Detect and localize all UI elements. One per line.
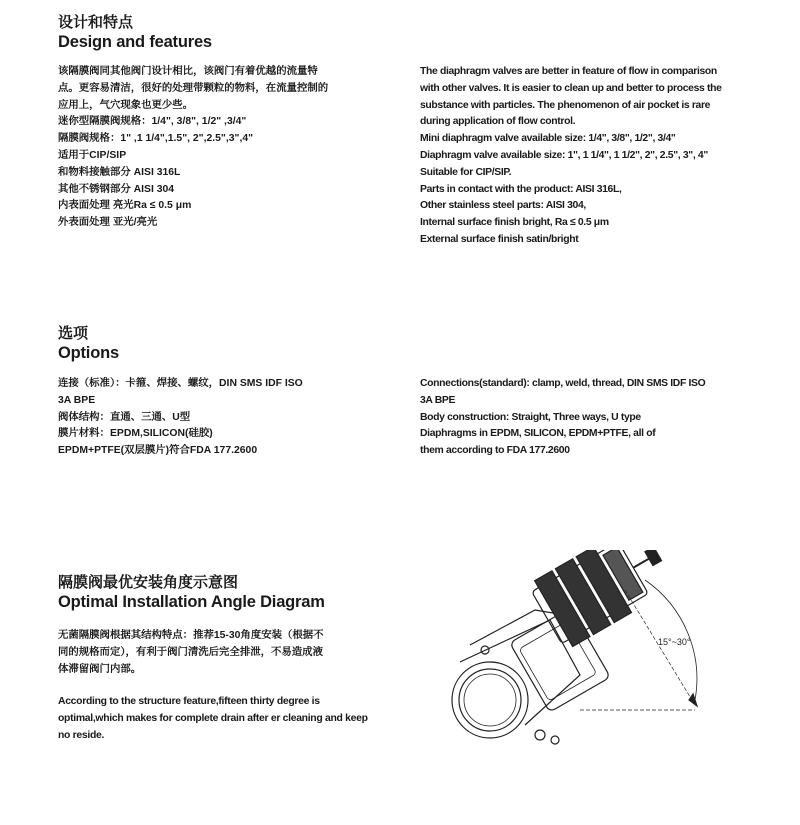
text-line: 其他不锈钢部分 AISI 304 (58, 183, 175, 195)
text-line: Suitable for CIP/SIP. (420, 166, 512, 178)
text-line: substance with particles. The phenomenon of air pocket is rare (420, 99, 711, 111)
design-en-text (420, 64, 722, 249)
text-line: 隔膜阀规格：1" ,1 1/4",1.5", 2",2.5",3",4" (58, 133, 254, 145)
pipe-inner-circle (459, 669, 521, 731)
text-line: Connections(standard): clamp, weld, thread, DIN SMS IDF ISO (420, 378, 706, 389)
inclined-reference-line (625, 590, 695, 705)
actuator (528, 550, 677, 651)
installation-cn-text (58, 628, 324, 678)
text-line: 内表面处理 亮光Ra ≤ 0.5 μm (58, 200, 192, 212)
valve-drawing-svg (430, 550, 750, 760)
text-line: no reside. (58, 729, 105, 741)
text-line: Mini diaphragm valve available size: 1/4", 3/8", 1/2", 3/4" (420, 133, 676, 145)
design-cn-text (58, 64, 328, 232)
pipe-bore-circle (464, 674, 516, 726)
installation-section-heading (58, 574, 325, 612)
text-line: 外表面处理 亚光/亮光 (58, 217, 158, 229)
text-line: Other stainless steel parts: AISI 304, (420, 200, 586, 212)
text-line: with other valves. It is easier to clean up and better to process the (420, 82, 722, 94)
text-line: The diaphragm valves are better in feature of flow in comparison (420, 66, 717, 77)
text-line: Internal surface finish bright, Ra ≤ 0.5 μm (420, 217, 609, 229)
pipe-top-edge (470, 610, 565, 645)
options-title-en: Options (58, 344, 119, 362)
design-section-heading (58, 14, 212, 52)
angle-label: 15°~30° (658, 637, 691, 647)
text-line: 和物料接触部分 AISI 316L (58, 166, 181, 178)
options-section-heading (58, 325, 119, 363)
text-line: 适用于CIP/SIP (58, 149, 127, 161)
text-line: 体滞留阀门内部。 (58, 663, 142, 675)
text-line: Diaphragm valve available size: 1", 1 1/4", 1 1/2", 2", 2.5", 3", 4" (420, 149, 708, 161)
text-line: 膜片材料：EPDM,SILICON(硅胶) (58, 428, 213, 440)
text-line: 阀体结构：直通、三通、U型 (58, 411, 191, 423)
text-line: 该隔膜阀同其他阀门设计相比，该阀门有着优越的流量特 (58, 66, 318, 77)
text-line: 点。更容易清洁，很好的处理带颗粒的物料，在流量控制的 (58, 82, 329, 94)
text-line: optimal,which makes for complete drain after er cleaning and keep (58, 712, 368, 724)
text-line: 3A BPE (58, 394, 96, 406)
installation-title-en: Optimal Installation Angle Diagram (58, 593, 325, 611)
text-line: 应用上，气穴现象也更少些。 (58, 99, 194, 111)
actuator-stem (633, 558, 650, 568)
actuator-nut (645, 550, 662, 566)
text-line: External surface finish satin/bright (420, 233, 579, 245)
pipe-outer-circle (452, 662, 528, 738)
options-en-text (420, 376, 705, 460)
text-line: Diaphragms in EPDM, SILICON, EPDM+PTFE, all of (420, 428, 656, 440)
text-line: them according to FDA 177.2600 (420, 445, 570, 457)
text-line: 连接（标准）：卡箍、焊接、螺纹，DIN SMS IDF ISO (58, 378, 303, 389)
bolt (551, 736, 559, 744)
design-title-cn: 设计和特点 (58, 14, 134, 31)
installation-en-text (58, 694, 368, 744)
text-line: during application of flow control. (420, 116, 576, 128)
text-line: EPDM+PTFE(双层膜片)符合FDA 177.2600 (58, 445, 258, 457)
installation-title-cn: 隔膜阀最优安装角度示意图 (58, 574, 239, 591)
text-line: 3A BPE (420, 394, 456, 406)
design-title-en: Design and features (58, 33, 212, 51)
text-line: 迷你型隔膜阀规格：1/4", 3/8", 1/2" ,3/4" (58, 116, 247, 128)
bolt (535, 730, 545, 740)
options-cn-text (58, 376, 303, 460)
valve-angle-diagram (430, 550, 750, 760)
text-line: Parts in contact with the product: AISI 316L, (420, 183, 622, 195)
text-line: According to the structure feature,fifteen thirty degree is (58, 696, 320, 707)
text-line: 同的规格而定），有利于阀门清洗后完全排泄，不易造成液 (58, 646, 323, 658)
text-line: 无菌隔膜阀根据其结构特点：推荐15-30角度安装（根据不 (58, 630, 324, 641)
options-title-cn: 选项 (58, 325, 89, 342)
text-line: Body construction: Straight, Three ways, U type (420, 411, 641, 423)
